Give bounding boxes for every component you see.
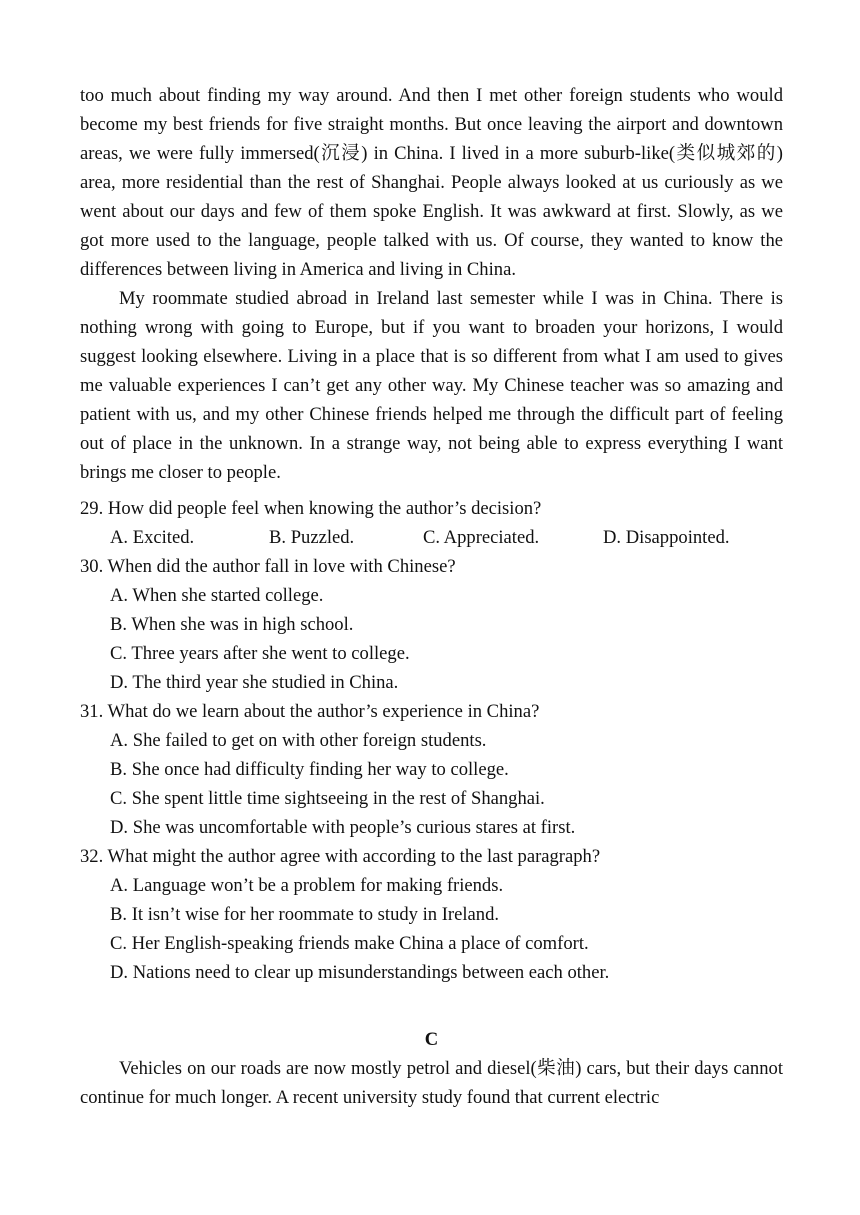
- option-d: D. Nations need to clear up misunderstandings between each other.: [110, 962, 610, 983]
- option-a: A. When she started college.: [110, 585, 324, 606]
- question-31: [80, 697, 783, 842]
- option-b: B. She once had difficulty finding her way to college.: [110, 759, 509, 780]
- option-a: A. Excited.: [110, 527, 195, 548]
- exam-page: [80, 81, 783, 1112]
- question-30: [80, 552, 783, 697]
- option-c: C. Appreciated.: [423, 527, 540, 548]
- question-stem: 32. What might the author agree with according to the last paragraph?: [80, 846, 601, 867]
- section-heading: C: [424, 1029, 439, 1050]
- question-stem: 29. How did people feel when knowing the author’s decision?: [80, 498, 542, 519]
- question-stem: 30. When did the author fall in love with Chinese?: [80, 556, 456, 577]
- option-a: A. She failed to get on with other foreign students.: [110, 730, 487, 751]
- option-a: A. Language won’t be a problem for making friends.: [110, 875, 504, 896]
- option-b: B. When she was in high school.: [110, 614, 354, 635]
- option-b: B. Puzzled.: [269, 527, 355, 548]
- option-b: B. It isn’t wise for her roommate to study in Ireland.: [110, 904, 500, 925]
- option-row: [80, 523, 783, 552]
- question-32: [80, 842, 783, 987]
- option-c: C. Her English-speaking friends make China a place of comfort.: [110, 933, 589, 954]
- option-c: C. Three years after she went to college.: [110, 643, 410, 664]
- option-d: D. The third year she studied in China.: [110, 672, 399, 693]
- option-d: D. Disappointed.: [603, 527, 730, 548]
- option-c: C. She spent little time sightseeing in the rest of Shanghai.: [110, 788, 545, 809]
- option-d: D. She was uncomfortable with people’s curious stares at first.: [110, 817, 576, 838]
- passage-b-paragraph: My roommate studied abroad in Ireland last semester while I was in China. There is nothing wrong with going to Europe, but if you want to broaden your horizons, I would suggest looking elsewhere. Living in a place that is so different from what I am used to gives me valuable experiences I can’t get any other way. My Chinese teacher was so amazing and patient with us, and my other Chinese friends helped me through the difficult part of feeling out of place in the unknown. In a strange way, not being able to express everything I want brings me closer to people.: [80, 288, 783, 483]
- passage-c-paragraph: Vehicles on our roads are now mostly petrol and diesel(柴油) cars, but their days cannot continue for much longer. A recent university study found that current electric: [80, 1058, 783, 1108]
- question-29: [80, 494, 783, 552]
- question-stem: 31. What do we learn about the author’s experience in China?: [80, 701, 540, 722]
- passage-b-paragraph: too much about finding my way around. And then I met other foreign students who would become my best friends for five straight months. But once leaving the airport and downtown areas, we were fully immersed(沉浸) in China. I lived in a more suburb-like(类似城郊的) area, more residential than the rest of Shanghai. People always looked at us curiously as we went about our days and few of them spoke English. It was awkward at first. Slowly, as we got more used to the language, people talked with us. Of course, they wanted to know the differences between living in America and living in China.: [80, 85, 783, 280]
- question-list: [80, 494, 783, 987]
